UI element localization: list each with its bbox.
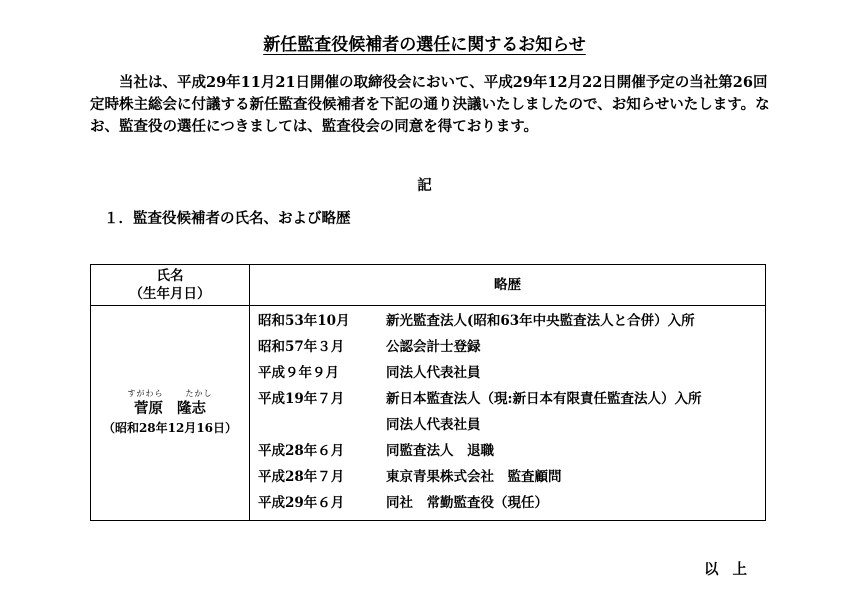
- history-item: [250, 412, 765, 438]
- history-item: [250, 334, 765, 360]
- history-desc: 東京青果株式会社 監査顧問: [386, 469, 562, 485]
- header-birthdate-label: （生年月日）: [129, 286, 211, 302]
- history-desc: 同社 常勤監査役（現任）: [386, 495, 548, 511]
- history-cell: [250, 306, 766, 521]
- header-history: 略歴: [250, 265, 766, 306]
- history-item: [250, 360, 765, 386]
- history-date: 平成９年９月: [258, 365, 339, 381]
- closing-mark: 以上: [704, 561, 761, 578]
- history-date: 平成19年７月: [258, 391, 345, 407]
- history-date: 昭和53年10月: [258, 313, 350, 329]
- career-table: [90, 264, 766, 521]
- furigana-given: たかし: [185, 389, 213, 398]
- candidate-family-name: 菅原: [134, 400, 163, 417]
- body-paragraph: 当社は、平成29年11月21日開催の取締役会において、平成29年12月22日開催予定の当社第26回定時株主総会に付議する新任監査役候補者を下記の通り決議いたしましたので、お知らせいたします。なお、監査役の選任につきましては、監査役会の同意を得ております。: [90, 74, 770, 135]
- history-date: 昭和57年３月: [258, 339, 345, 355]
- history-item: [250, 438, 765, 464]
- history-desc: 公認会計士登録: [386, 339, 481, 355]
- table-row: [91, 306, 766, 521]
- header-name: [91, 265, 250, 306]
- header-name-label: 氏名: [156, 268, 184, 284]
- candidate-cell: [91, 306, 250, 521]
- document-title: [0, 30, 849, 55]
- ki-marker: 記: [417, 177, 432, 194]
- table-header-row: [91, 265, 766, 306]
- history-date: 平成28年６月: [258, 443, 345, 459]
- history-date: 平成28年７月: [258, 469, 345, 485]
- history-item: [250, 490, 765, 516]
- document-title-text: 新任監査役候補者の選任に関するお知らせ: [263, 35, 586, 55]
- history-item: [250, 464, 765, 490]
- history-desc: 新日本監査法人（現:新日本有限責任監査法人）入所: [386, 391, 702, 407]
- history-date: 平成29年６月: [258, 495, 345, 511]
- candidate-birth-date: （昭和28年12月16日）: [102, 421, 238, 435]
- history-item: [250, 386, 765, 412]
- section-heading: １．監査役候補者の氏名、および略歴: [104, 210, 351, 227]
- candidate-name: [91, 399, 249, 419]
- candidate-furigana: [91, 389, 249, 399]
- history-date: [250, 412, 386, 438]
- history-desc: 同法人代表社員: [386, 417, 481, 433]
- history-item: [250, 308, 765, 334]
- history-desc: 新光監査法人(昭和63年中央監査法人と合併）入所: [386, 313, 695, 329]
- furigana-family: すがわら: [127, 389, 164, 398]
- history-desc: 同監査法人 退職: [386, 443, 494, 459]
- candidate-given-name: 隆志: [177, 400, 206, 417]
- history-desc: 同法人代表社員: [386, 365, 481, 381]
